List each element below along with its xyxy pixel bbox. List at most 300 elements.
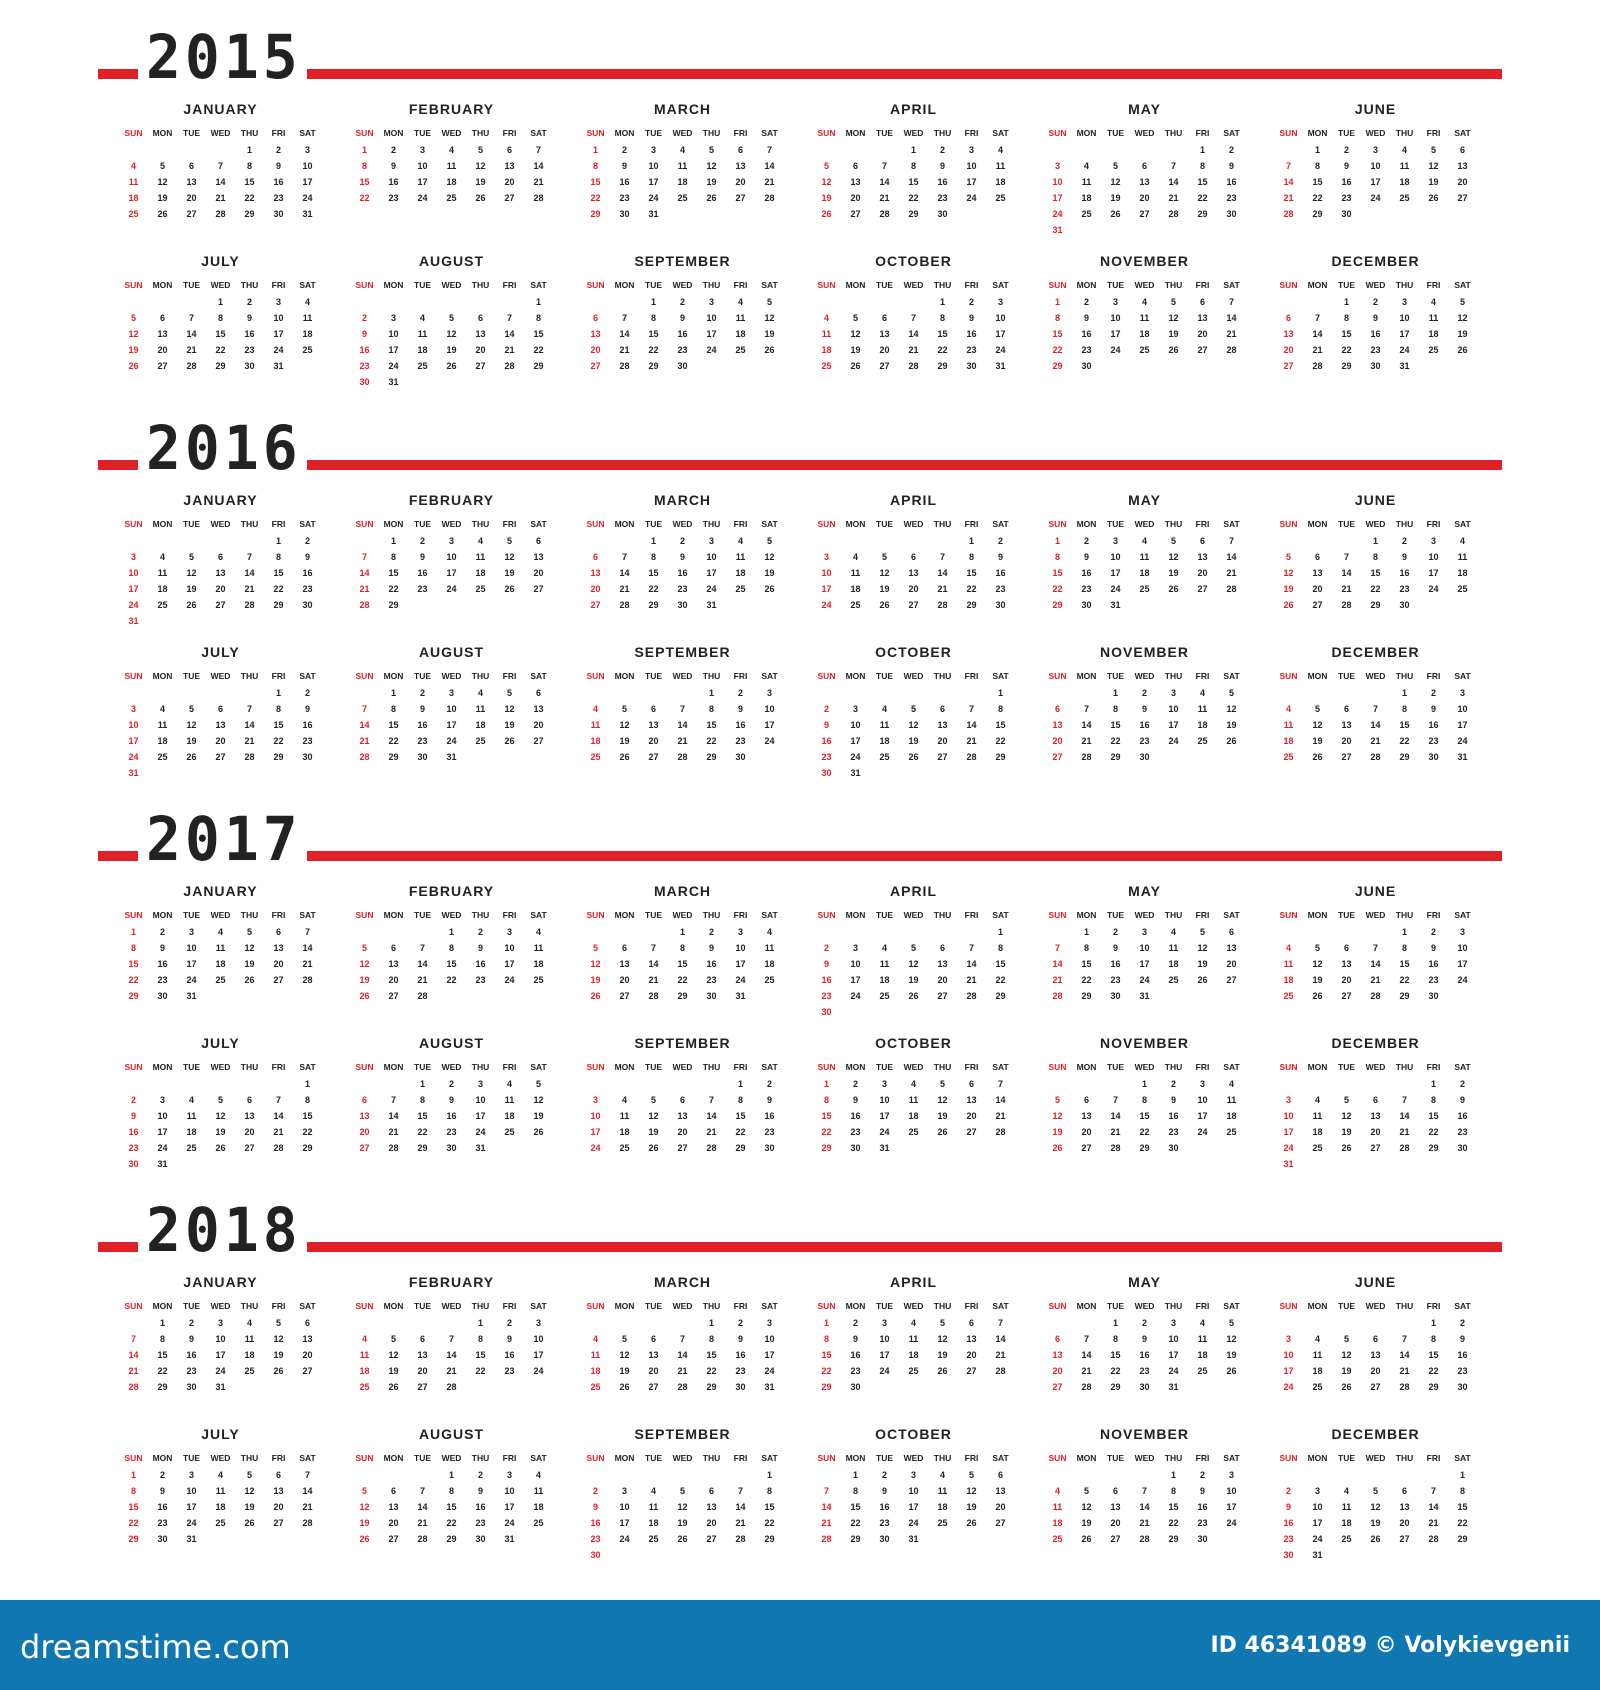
day-cell: 7: [419, 943, 425, 953]
day-cell: [957, 685, 986, 701]
day-cell: 4: [1343, 1486, 1349, 1496]
month-august: [350, 253, 553, 390]
week-row: [1274, 1515, 1477, 1531]
day-cell: 19: [937, 1350, 948, 1360]
day-cell: 17: [706, 329, 717, 339]
day-cell: 23: [446, 1127, 457, 1137]
day-cell: 24: [908, 1518, 919, 1528]
week-row: [350, 1379, 553, 1395]
day-cell: 2: [1112, 927, 1118, 937]
day-cell: 14: [1399, 1350, 1410, 1360]
day-cell: 28: [388, 1143, 399, 1153]
weekday-label: FRI: [1426, 128, 1441, 138]
month-name: JULY: [201, 1035, 240, 1051]
day-cell: 7: [1170, 161, 1176, 171]
day-cell: 8: [130, 943, 136, 953]
day-cell: [1303, 294, 1332, 310]
day-cell: 5: [1054, 1095, 1060, 1105]
day-cell: 6: [390, 943, 396, 953]
day-cell: 4: [1199, 688, 1205, 698]
week-row: [119, 924, 322, 940]
day-cell: 19: [1052, 1127, 1063, 1137]
day-cell: 18: [735, 329, 746, 339]
day-cell: 14: [359, 720, 370, 730]
day-cell: 11: [648, 1502, 659, 1512]
day-cell: 1: [390, 688, 396, 698]
weekday-label: SUN: [124, 519, 143, 529]
day-cell: 17: [186, 1502, 197, 1512]
day-cell: 2: [1228, 145, 1234, 155]
day-cell: [1072, 1467, 1101, 1483]
day-cell: 10: [417, 161, 428, 171]
day-cell: 16: [677, 329, 688, 339]
day-cell: 16: [1081, 329, 1092, 339]
day-cell: 9: [246, 313, 252, 323]
week-row: [119, 581, 322, 597]
day-cell: 11: [908, 1334, 919, 1344]
day-cell: 4: [737, 297, 743, 307]
day-cell: 29: [590, 209, 601, 219]
day-cell: 5: [1372, 1486, 1378, 1496]
day-cell: 12: [619, 1350, 630, 1360]
day-cell: 4: [823, 313, 829, 323]
day-cell: [379, 1315, 408, 1331]
day-cell: 16: [590, 1518, 601, 1528]
day-cell: 15: [1312, 177, 1323, 187]
weekday-label: TUE: [414, 671, 431, 681]
weekday-label: MON: [1076, 671, 1097, 681]
week-row: [812, 1515, 1015, 1531]
day-cell: 6: [737, 145, 743, 155]
day-cell: 26: [619, 1382, 630, 1392]
day-cell: 4: [1430, 297, 1436, 307]
day-cell: [610, 924, 639, 940]
day-cell: 4: [737, 536, 743, 546]
day-cell: 8: [448, 943, 454, 953]
day-cell: 8: [1054, 552, 1060, 562]
day-cell: 23: [417, 736, 428, 746]
day-cell: 13: [590, 568, 601, 578]
day-cell: 27: [417, 1382, 428, 1392]
day-cell: 13: [966, 1095, 977, 1105]
day-cell: [1303, 685, 1332, 701]
month-name: MAY: [1128, 1274, 1161, 1290]
year-title: 2015: [146, 21, 302, 93]
day-cell: 23: [1168, 1127, 1179, 1137]
day-cell: 25: [1197, 736, 1208, 746]
day-cell: 30: [1081, 600, 1092, 610]
day-cell: 27: [1139, 209, 1150, 219]
day-cell: 3: [823, 552, 829, 562]
day-cell: [206, 685, 235, 701]
week-row: [1043, 142, 1246, 158]
weekday-label: FRI: [964, 1453, 979, 1463]
day-cell: 11: [244, 1334, 255, 1344]
day-cell: 13: [1197, 552, 1208, 562]
day-cell: 22: [1110, 736, 1121, 746]
week-row: [1274, 1499, 1477, 1515]
day-cell: 31: [186, 991, 197, 1001]
day-cell: 16: [937, 177, 948, 187]
day-cell: 16: [475, 959, 486, 969]
day-cell: 22: [908, 193, 919, 203]
day-cell: 11: [677, 161, 688, 171]
weekday-label: TUE: [1338, 1301, 1355, 1311]
weekday-label: SAT: [992, 910, 1009, 920]
day-cell: 28: [764, 193, 775, 203]
day-cell: [1072, 142, 1101, 158]
day-cell: 2: [188, 1318, 194, 1328]
day-cell: 25: [244, 1366, 255, 1376]
month-february: [350, 492, 553, 613]
weekday-label: THU: [1164, 1453, 1183, 1463]
day-cell: 9: [1083, 552, 1089, 562]
day-cell: 15: [302, 1111, 313, 1121]
day-cell: 23: [1197, 1518, 1208, 1528]
day-cell: 14: [1226, 313, 1237, 323]
day-cell: 17: [706, 568, 717, 578]
month-name: DECEMBER: [1331, 644, 1420, 660]
day-cell: 15: [1052, 568, 1063, 578]
day-cell: 12: [273, 1334, 284, 1344]
day-cell: 29: [273, 752, 284, 762]
day-cell: 18: [244, 1350, 255, 1360]
day-cell: 26: [244, 1518, 255, 1528]
day-cell: 17: [1312, 1518, 1323, 1528]
day-cell: 3: [188, 927, 194, 937]
week-row: [812, 749, 1015, 765]
day-cell: 31: [648, 209, 659, 219]
day-cell: 17: [475, 1111, 486, 1121]
day-cell: 10: [388, 329, 399, 339]
week-row: [581, 749, 784, 765]
day-cell: 4: [939, 1470, 945, 1480]
day-cell: 20: [648, 736, 659, 746]
day-cell: 19: [1312, 975, 1323, 985]
week-row: [119, 1140, 322, 1156]
day-cell: 26: [937, 1366, 948, 1376]
day-cell: 3: [592, 1095, 598, 1105]
week-row: [350, 1531, 553, 1547]
weekday-label: THU: [1395, 1062, 1414, 1072]
day-cell: 10: [1283, 1350, 1294, 1360]
weekday-label: TUE: [1338, 910, 1355, 920]
weekday-label: SAT: [992, 519, 1009, 529]
day-cell: [1101, 1467, 1130, 1483]
day-cell: 5: [1228, 1318, 1234, 1328]
day-cell: 9: [881, 1486, 887, 1496]
day-cell: 27: [590, 600, 601, 610]
day-cell: 27: [1399, 1534, 1410, 1544]
week-row: [1274, 190, 1477, 206]
week-row: [119, 749, 322, 765]
weekday-label: THU: [1395, 128, 1414, 138]
day-cell: 22: [648, 584, 659, 594]
day-cell: 16: [850, 1350, 861, 1360]
day-cell: 21: [995, 1111, 1006, 1121]
day-cell: 30: [302, 752, 313, 762]
day-cell: 3: [910, 1470, 916, 1480]
weekday-label: MON: [1076, 1453, 1097, 1463]
week-row: [119, 1331, 322, 1347]
day-cell: 16: [1139, 720, 1150, 730]
week-row: [1274, 174, 1477, 190]
weekday-label: MON: [845, 1062, 866, 1072]
weekday-label: WED: [672, 519, 693, 529]
weekday-label: THU: [702, 1301, 721, 1311]
month-february: [350, 1274, 553, 1395]
day-cell: 20: [1052, 736, 1063, 746]
day-cell: 23: [128, 1143, 139, 1153]
weekday-label: SAT: [299, 1062, 316, 1072]
day-cell: [639, 1076, 668, 1092]
day-cell: 21: [1399, 1366, 1410, 1376]
weekday-label: FRI: [733, 519, 748, 529]
day-cell: 23: [302, 584, 313, 594]
day-cell: 7: [881, 161, 887, 171]
weekday-label: SAT: [1454, 128, 1471, 138]
day-cell: 21: [677, 1366, 688, 1376]
day-cell: 26: [1370, 1534, 1381, 1544]
day-cell: 28: [937, 600, 948, 610]
day-cell: 3: [1401, 297, 1407, 307]
day-cell: 25: [128, 209, 139, 219]
day-cell: 4: [1054, 1486, 1060, 1496]
weekday-label: SAT: [1223, 280, 1240, 290]
weekday-label: MON: [152, 910, 173, 920]
day-cell: 22: [1428, 1127, 1439, 1137]
weekday-label: TUE: [1107, 280, 1124, 290]
weekday-label: SUN: [124, 671, 143, 681]
day-cell: 13: [1457, 161, 1468, 171]
week-row: [581, 685, 784, 701]
day-cell: 2: [1430, 688, 1436, 698]
day-cell: 5: [1459, 297, 1465, 307]
weekday-label: THU: [702, 280, 721, 290]
weekday-label: WED: [210, 1453, 231, 1463]
day-cell: [437, 294, 466, 310]
day-cell: 16: [821, 736, 832, 746]
day-cell: 19: [1341, 1127, 1352, 1137]
day-cell: 8: [766, 1486, 772, 1496]
week-row: [581, 1483, 784, 1499]
day-cell: 14: [1312, 329, 1323, 339]
day-cell: 27: [1226, 975, 1237, 985]
day-cell: 13: [533, 552, 544, 562]
day-cell: 21: [1052, 975, 1063, 985]
day-cell: 5: [1170, 536, 1176, 546]
day-cell: 15: [1428, 1350, 1439, 1360]
day-cell: 4: [881, 943, 887, 953]
weekday-label: SUN: [1279, 1453, 1298, 1463]
day-cell: 4: [1459, 536, 1465, 546]
day-cell: 6: [159, 313, 165, 323]
day-cell: 28: [128, 1382, 139, 1392]
day-cell: [119, 685, 148, 701]
weekday-label: WED: [441, 1301, 462, 1311]
day-cell: 15: [995, 720, 1006, 730]
weekday-label: WED: [1134, 280, 1155, 290]
day-cell: 3: [1054, 161, 1060, 171]
day-cell: 19: [446, 345, 457, 355]
week-row: [119, 358, 322, 374]
day-cell: 24: [1226, 1518, 1237, 1528]
weekday-label: SAT: [992, 280, 1009, 290]
day-cell: 8: [650, 313, 656, 323]
weekday-label: SUN: [1048, 1301, 1067, 1311]
day-cell: 26: [764, 345, 775, 355]
day-cell: 23: [937, 193, 948, 203]
day-cell: 31: [388, 377, 399, 387]
week-row: [1274, 1347, 1477, 1363]
day-cell: 29: [1370, 600, 1381, 610]
day-cell: 30: [1428, 752, 1439, 762]
day-cell: 5: [910, 704, 916, 714]
day-cell: 30: [735, 752, 746, 762]
day-cell: 10: [302, 161, 313, 171]
day-cell: 1: [766, 1470, 772, 1480]
day-cell: 12: [1428, 161, 1439, 171]
weekday-label: FRI: [502, 671, 517, 681]
day-cell: 6: [1343, 704, 1349, 714]
weekday-label: WED: [1365, 519, 1386, 529]
day-cell: 6: [650, 704, 656, 714]
day-cell: 5: [823, 161, 829, 171]
day-cell: 26: [157, 209, 168, 219]
weekday-label: FRI: [271, 280, 286, 290]
day-cell: 7: [1314, 313, 1320, 323]
week-row: [1274, 597, 1477, 613]
week-row: [1274, 326, 1477, 342]
day-cell: 16: [359, 345, 370, 355]
weekday-label: SAT: [1454, 1453, 1471, 1463]
weekday-label: WED: [903, 1062, 924, 1072]
day-cell: 22: [937, 345, 948, 355]
weekday-label: TUE: [876, 1453, 893, 1463]
day-cell: 5: [390, 1334, 396, 1344]
day-cell: 23: [1341, 193, 1352, 203]
weekday-header: [581, 901, 784, 924]
weekday-label: TUE: [414, 280, 431, 290]
day-cell: 30: [359, 377, 370, 387]
day-cell: 18: [1139, 329, 1150, 339]
day-cell: 15: [359, 177, 370, 187]
weekday-label: TUE: [1338, 1062, 1355, 1072]
week-row: [1274, 1076, 1477, 1092]
day-cell: 29: [1312, 209, 1323, 219]
day-cell: 19: [908, 736, 919, 746]
weekday-label: SAT: [992, 1062, 1009, 1072]
day-cell: 25: [302, 345, 313, 355]
day-cell: 23: [1139, 1366, 1150, 1376]
day-cell: 8: [1199, 161, 1205, 171]
day-cell: 25: [157, 752, 168, 762]
day-cell: [1303, 1315, 1332, 1331]
day-cell: 5: [1112, 161, 1118, 171]
day-cell: 6: [708, 1486, 714, 1496]
day-cell: 8: [708, 1334, 714, 1344]
day-cell: 25: [677, 193, 688, 203]
day-cell: 21: [359, 584, 370, 594]
day-cell: 21: [128, 1366, 139, 1376]
day-cell: 7: [621, 552, 627, 562]
day-cell: 24: [850, 991, 861, 1001]
day-cell: 7: [621, 313, 627, 323]
weekday-label: SAT: [530, 280, 547, 290]
day-cell: 22: [850, 1518, 861, 1528]
day-cell: 1: [419, 1079, 425, 1089]
day-cell: 6: [304, 1318, 310, 1328]
week-row: [350, 597, 553, 613]
month-november: [1043, 644, 1246, 765]
day-cell: 9: [390, 161, 396, 171]
day-cell: 6: [217, 704, 223, 714]
weekday-label: MON: [614, 519, 635, 529]
day-cell: [697, 1076, 726, 1092]
day-cell: 30: [128, 1159, 139, 1169]
weekday-label: SAT: [992, 128, 1009, 138]
day-cell: 23: [850, 1127, 861, 1137]
week-row: [812, 972, 1015, 988]
day-cell: [610, 1076, 639, 1092]
day-cell: 21: [1226, 568, 1237, 578]
weekday-label: WED: [1365, 280, 1386, 290]
day-cell: 13: [850, 177, 861, 187]
day-cell: 31: [215, 1382, 226, 1392]
day-cell: [581, 924, 610, 940]
day-cell: 14: [1283, 177, 1294, 187]
day-cell: 5: [592, 943, 598, 953]
day-cell: [899, 533, 928, 549]
day-cell: 5: [506, 688, 512, 698]
weekday-label: FRI: [1426, 519, 1441, 529]
week-row: [581, 581, 784, 597]
weekday-label: FRI: [1195, 910, 1210, 920]
week-row: [119, 565, 322, 581]
day-cell: 7: [997, 1318, 1003, 1328]
day-cell: [870, 294, 899, 310]
week-row: [1043, 701, 1246, 717]
day-cell: 16: [619, 177, 630, 187]
weekday-header: [581, 510, 784, 533]
day-cell: 19: [764, 329, 775, 339]
day-cell: [610, 294, 639, 310]
day-cell: 22: [966, 584, 977, 594]
day-cell: 3: [1459, 927, 1465, 937]
week-row: [119, 533, 322, 549]
day-cell: 23: [735, 1366, 746, 1376]
day-cell: 5: [506, 536, 512, 546]
day-cell: 4: [650, 1486, 656, 1496]
day-cell: 19: [215, 1127, 226, 1137]
weekday-label: FRI: [733, 1062, 748, 1072]
day-cell: 29: [1052, 600, 1063, 610]
day-cell: [408, 1467, 437, 1483]
week-row: [350, 142, 553, 158]
week-row: [119, 1124, 322, 1140]
week-row: [812, 1467, 1015, 1483]
day-cell: [350, 1315, 379, 1331]
day-cell: [1332, 924, 1361, 940]
day-cell: 10: [215, 1334, 226, 1344]
day-cell: 23: [186, 1366, 197, 1376]
day-cell: 23: [359, 361, 370, 371]
day-cell: 10: [590, 1111, 601, 1121]
day-cell: 12: [504, 704, 515, 714]
day-cell: 9: [823, 720, 829, 730]
week-row: [812, 1499, 1015, 1515]
day-cell: [379, 924, 408, 940]
